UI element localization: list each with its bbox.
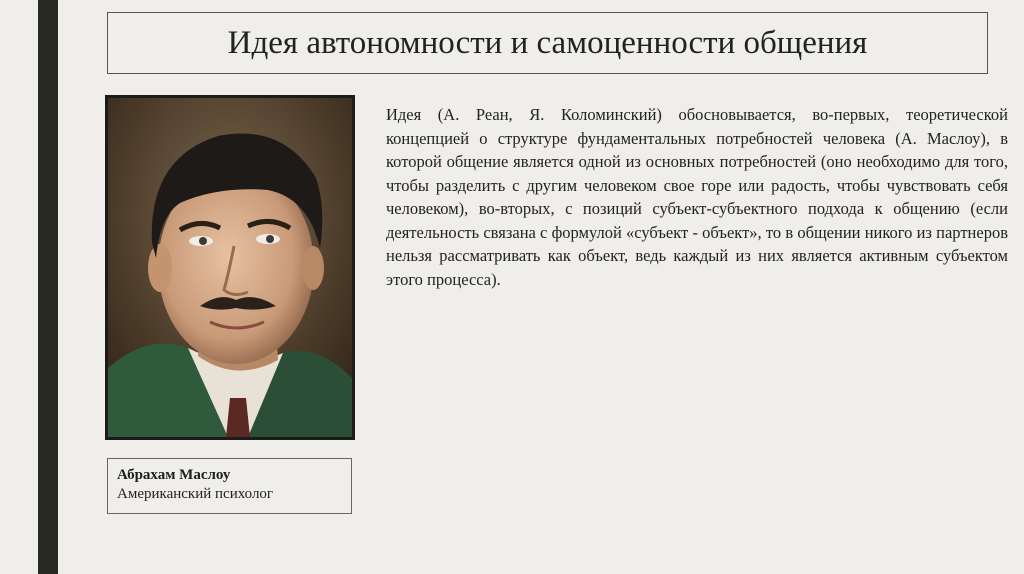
body-paragraph: Идея (А. Реан, Я. Коломинский) обосновывается, во-первых, теоретической концепцией о структуре фундаментальных потребностей человека (А. Маслоу), в которой общение является одной из основных потребностей (оно необходимо для того, чтобы разделить с другим человеком свое горе или радость, чтобы чувствовать себя человеком), во-вторых, с позиций субъект-субъектного подхода к общению (если деятельность связана с формулой «субъект - объект», то в общении никого из партнеров нельзя рассматривать как объект, ведь каждый из них является активным субъектом этого процесса). bbox=[386, 105, 1008, 289]
portrait-photo bbox=[105, 95, 355, 440]
caption-role: Американский психолог bbox=[117, 486, 274, 502]
slide-title: Идея автономности и самоценности общения bbox=[227, 24, 868, 61]
title-box bbox=[107, 12, 988, 74]
left-accent-bar bbox=[38, 0, 58, 574]
portrait-illustration bbox=[108, 98, 352, 437]
caption-name: Абрахам Маслоу bbox=[117, 467, 231, 483]
photo-caption bbox=[107, 458, 352, 514]
